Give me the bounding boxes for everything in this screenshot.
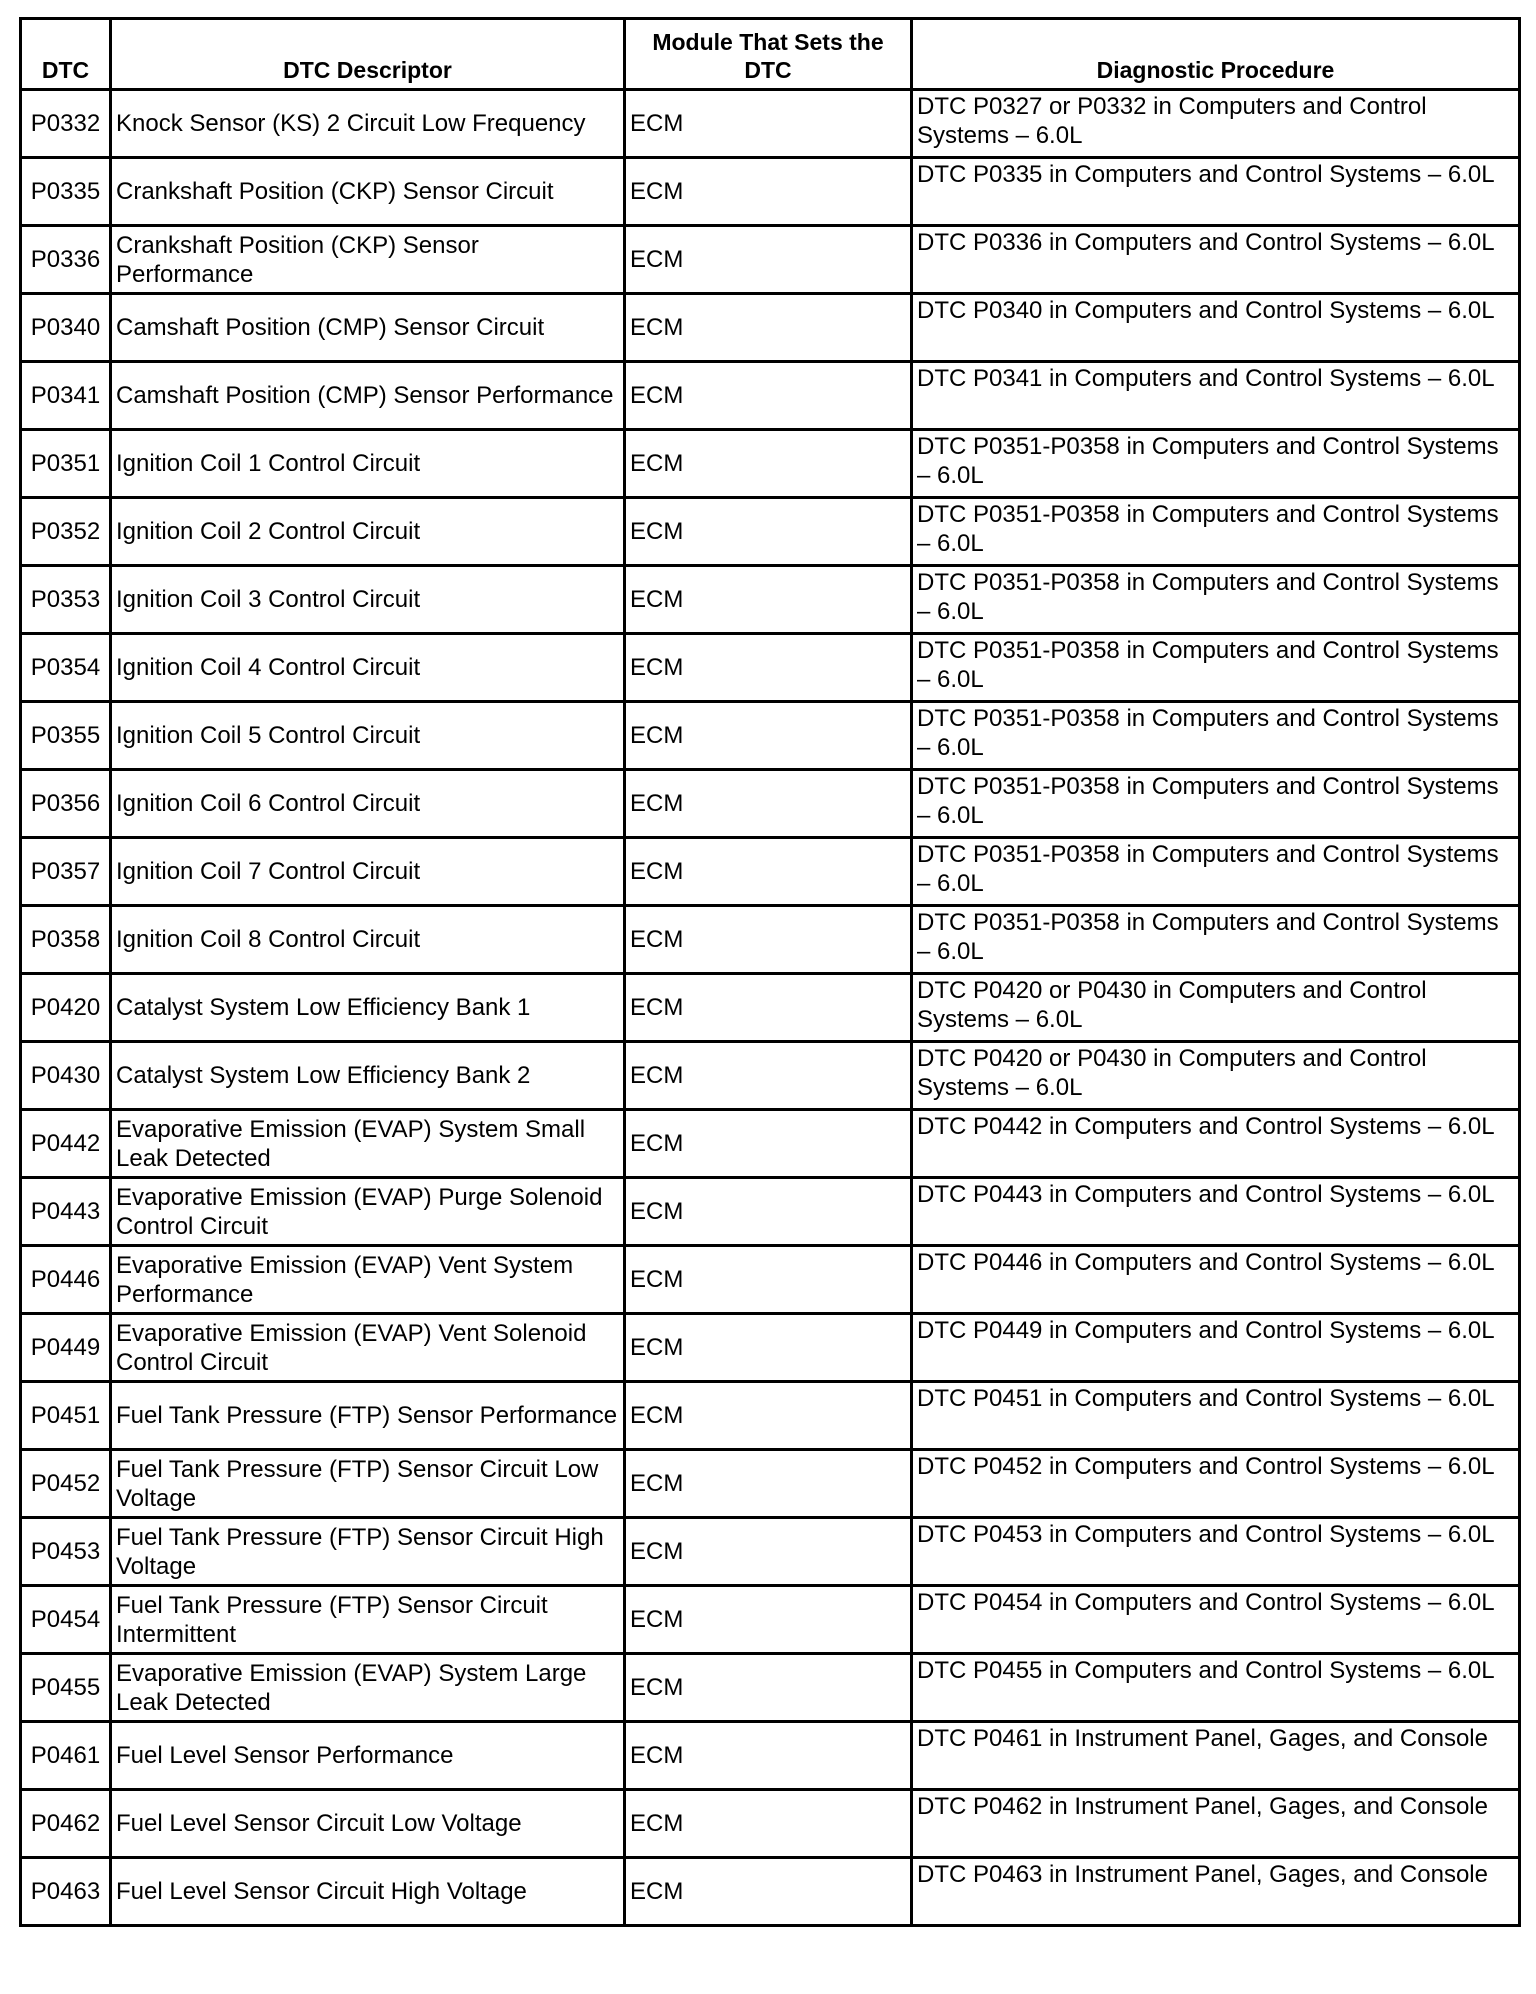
module-cell: ECM [625,1586,912,1654]
dtc-code-cell: P0442 [21,1110,111,1178]
module-cell: ECM [625,906,912,974]
module-cell: ECM [625,1110,912,1178]
diagnostic-procedure-cell: DTC P0463 in Instrument Panel, Gages, and Console [912,1858,1520,1926]
dtc-descriptor-cell: Crankshaft Position (CKP) Sensor Circuit [111,158,625,226]
dtc-code-cell: P0430 [21,1042,111,1110]
dtc-code-cell: P0454 [21,1586,111,1654]
table-row [21,1858,1520,1926]
dtc-code-cell: P0332 [21,90,111,158]
table-row [21,226,1520,294]
diagnostic-procedure-cell: DTC P0327 or P0332 in Computers and Control Systems – 6.0L [912,90,1520,158]
table-row [21,906,1520,974]
dtc-code-cell: P0357 [21,838,111,906]
table-row [21,1042,1520,1110]
table-row [21,770,1520,838]
table-row [21,1518,1520,1586]
table-row [21,838,1520,906]
diagnostic-procedure-cell: DTC P0446 in Computers and Control Systems – 6.0L [912,1246,1520,1314]
dtc-descriptor-cell: Evaporative Emission (EVAP) Vent Solenoid Control Circuit [111,1314,625,1382]
module-cell: ECM [625,1042,912,1110]
dtc-descriptor-cell: Ignition Coil 2 Control Circuit [111,498,625,566]
module-cell: ECM [625,1518,912,1586]
module-cell: ECM [625,158,912,226]
header-descriptor: DTC Descriptor [111,19,625,90]
header-dtc: DTC [21,19,111,90]
module-cell: ECM [625,770,912,838]
module-cell: ECM [625,1314,912,1382]
dtc-code-cell: P0341 [21,362,111,430]
diagnostic-procedure-cell: DTC P0340 in Computers and Control Systems – 6.0L [912,294,1520,362]
table-row [21,158,1520,226]
table-row [21,566,1520,634]
dtc-code-cell: P0353 [21,566,111,634]
dtc-code-cell: P0336 [21,226,111,294]
module-cell: ECM [625,1722,912,1790]
dtc-descriptor-cell: Fuel Tank Pressure (FTP) Sensor Circuit High Voltage [111,1518,625,1586]
module-cell: ECM [625,1790,912,1858]
table-row [21,1654,1520,1722]
dtc-descriptor-cell: Fuel Level Sensor Performance [111,1722,625,1790]
dtc-descriptor-cell: Fuel Level Sensor Circuit Low Voltage [111,1790,625,1858]
table-body [21,90,1520,1926]
dtc-descriptor-cell: Catalyst System Low Efficiency Bank 1 [111,974,625,1042]
module-cell: ECM [625,362,912,430]
table-header-row [21,19,1520,90]
diagnostic-procedure-cell: DTC P0420 or P0430 in Computers and Control Systems – 6.0L [912,974,1520,1042]
diagnostic-procedure-cell: DTC P0455 in Computers and Control Systems – 6.0L [912,1654,1520,1722]
diagnostic-procedure-cell: DTC P0351-P0358 in Computers and Control Systems – 6.0L [912,634,1520,702]
dtc-descriptor-cell: Ignition Coil 4 Control Circuit [111,634,625,702]
module-cell: ECM [625,1178,912,1246]
diagnostic-procedure-cell: DTC P0351-P0358 in Computers and Control Systems – 6.0L [912,498,1520,566]
diagnostic-procedure-cell: DTC P0351-P0358 in Computers and Control Systems – 6.0L [912,906,1520,974]
module-cell: ECM [625,702,912,770]
table-row [21,1586,1520,1654]
dtc-code-cell: P0446 [21,1246,111,1314]
dtc-descriptor-cell: Crankshaft Position (CKP) Sensor Performance [111,226,625,294]
table-row [21,1178,1520,1246]
dtc-descriptor-cell: Fuel Tank Pressure (FTP) Sensor Circuit Intermittent [111,1586,625,1654]
diagnostic-procedure-cell: DTC P0335 in Computers and Control Systems – 6.0L [912,158,1520,226]
diagnostic-procedure-cell: DTC P0449 in Computers and Control Systems – 6.0L [912,1314,1520,1382]
diagnostic-procedure-cell: DTC P0351-P0358 in Computers and Control Systems – 6.0L [912,702,1520,770]
dtc-code-cell: P0461 [21,1722,111,1790]
dtc-descriptor-cell: Ignition Coil 1 Control Circuit [111,430,625,498]
dtc-descriptor-cell: Ignition Coil 7 Control Circuit [111,838,625,906]
table-row [21,90,1520,158]
dtc-code-cell: P0453 [21,1518,111,1586]
diagnostic-procedure-cell: DTC P0452 in Computers and Control Systems – 6.0L [912,1450,1520,1518]
dtc-descriptor-cell: Fuel Level Sensor Circuit High Voltage [111,1858,625,1926]
dtc-descriptor-cell: Catalyst System Low Efficiency Bank 2 [111,1042,625,1110]
module-cell: ECM [625,498,912,566]
header-procedure: Diagnostic Procedure [912,19,1520,90]
module-cell: ECM [625,1382,912,1450]
dtc-descriptor-cell: Camshaft Position (CMP) Sensor Circuit [111,294,625,362]
table-row [21,1790,1520,1858]
diagnostic-procedure-cell: DTC P0461 in Instrument Panel, Gages, and Console [912,1722,1520,1790]
module-cell: ECM [625,566,912,634]
dtc-descriptor-cell: Evaporative Emission (EVAP) Purge Solenoid Control Circuit [111,1178,625,1246]
table-row [21,1110,1520,1178]
module-cell: ECM [625,90,912,158]
diagnostic-procedure-cell: DTC P0351-P0358 in Computers and Control Systems – 6.0L [912,838,1520,906]
dtc-descriptor-cell: Ignition Coil 3 Control Circuit [111,566,625,634]
module-cell: ECM [625,226,912,294]
table-row [21,1722,1520,1790]
table-row [21,498,1520,566]
dtc-code-cell: P0356 [21,770,111,838]
dtc-code-cell: P0462 [21,1790,111,1858]
table-row [21,1246,1520,1314]
table-row [21,430,1520,498]
dtc-code-cell: P0463 [21,1858,111,1926]
diagnostic-procedure-cell: DTC P0420 or P0430 in Computers and Control Systems – 6.0L [912,1042,1520,1110]
module-cell: ECM [625,974,912,1042]
dtc-descriptor-cell: Fuel Tank Pressure (FTP) Sensor Circuit Low Voltage [111,1450,625,1518]
dtc-code-cell: P0352 [21,498,111,566]
table-row [21,1314,1520,1382]
dtc-descriptor-cell: Evaporative Emission (EVAP) System Small Leak Detected [111,1110,625,1178]
dtc-code-cell: P0358 [21,906,111,974]
module-cell: ECM [625,1246,912,1314]
module-cell: ECM [625,1450,912,1518]
dtc-code-cell: P0455 [21,1654,111,1722]
dtc-code-cell: P0354 [21,634,111,702]
dtc-code-cell: P0355 [21,702,111,770]
dtc-code-cell: P0451 [21,1382,111,1450]
dtc-table [19,17,1521,1927]
module-cell: ECM [625,1858,912,1926]
dtc-code-cell: P0351 [21,430,111,498]
diagnostic-procedure-cell: DTC P0443 in Computers and Control Systems – 6.0L [912,1178,1520,1246]
diagnostic-procedure-cell: DTC P0341 in Computers and Control Systems – 6.0L [912,362,1520,430]
dtc-code-cell: P0443 [21,1178,111,1246]
diagnostic-procedure-cell: DTC P0336 in Computers and Control Systems – 6.0L [912,226,1520,294]
diagnostic-procedure-cell: DTC P0453 in Computers and Control Systems – 6.0L [912,1518,1520,1586]
header-module: Module That Sets the DTC [625,19,912,90]
module-cell: ECM [625,430,912,498]
table-row [21,294,1520,362]
dtc-descriptor-cell: Ignition Coil 6 Control Circuit [111,770,625,838]
table-row [21,702,1520,770]
dtc-descriptor-cell: Evaporative Emission (EVAP) Vent System Performance [111,1246,625,1314]
module-cell: ECM [625,294,912,362]
table-row [21,1450,1520,1518]
diagnostic-procedure-cell: DTC P0442 in Computers and Control Systems – 6.0L [912,1110,1520,1178]
dtc-descriptor-cell: Evaporative Emission (EVAP) System Large Leak Detected [111,1654,625,1722]
diagnostic-procedure-cell: DTC P0351-P0358 in Computers and Control Systems – 6.0L [912,430,1520,498]
dtc-code-cell: P0340 [21,294,111,362]
dtc-code-cell: P0420 [21,974,111,1042]
dtc-descriptor-cell: Knock Sensor (KS) 2 Circuit Low Frequency [111,90,625,158]
dtc-descriptor-cell: Camshaft Position (CMP) Sensor Performance [111,362,625,430]
dtc-descriptor-cell: Ignition Coil 8 Control Circuit [111,906,625,974]
dtc-descriptor-cell: Fuel Tank Pressure (FTP) Sensor Performance [111,1382,625,1450]
table-row [21,362,1520,430]
diagnostic-procedure-cell: DTC P0451 in Computers and Control Systems – 6.0L [912,1382,1520,1450]
module-cell: ECM [625,838,912,906]
dtc-descriptor-cell: Ignition Coil 5 Control Circuit [111,702,625,770]
table-row [21,974,1520,1042]
dtc-code-cell: P0449 [21,1314,111,1382]
module-cell: ECM [625,1654,912,1722]
module-cell: ECM [625,634,912,702]
table-row [21,1382,1520,1450]
dtc-code-cell: P0335 [21,158,111,226]
diagnostic-procedure-cell: DTC P0351-P0358 in Computers and Control Systems – 6.0L [912,566,1520,634]
diagnostic-procedure-cell: DTC P0454 in Computers and Control Systems – 6.0L [912,1586,1520,1654]
diagnostic-procedure-cell: DTC P0462 in Instrument Panel, Gages, and Console [912,1790,1520,1858]
diagnostic-procedure-cell: DTC P0351-P0358 in Computers and Control Systems – 6.0L [912,770,1520,838]
table-row [21,634,1520,702]
dtc-code-cell: P0452 [21,1450,111,1518]
